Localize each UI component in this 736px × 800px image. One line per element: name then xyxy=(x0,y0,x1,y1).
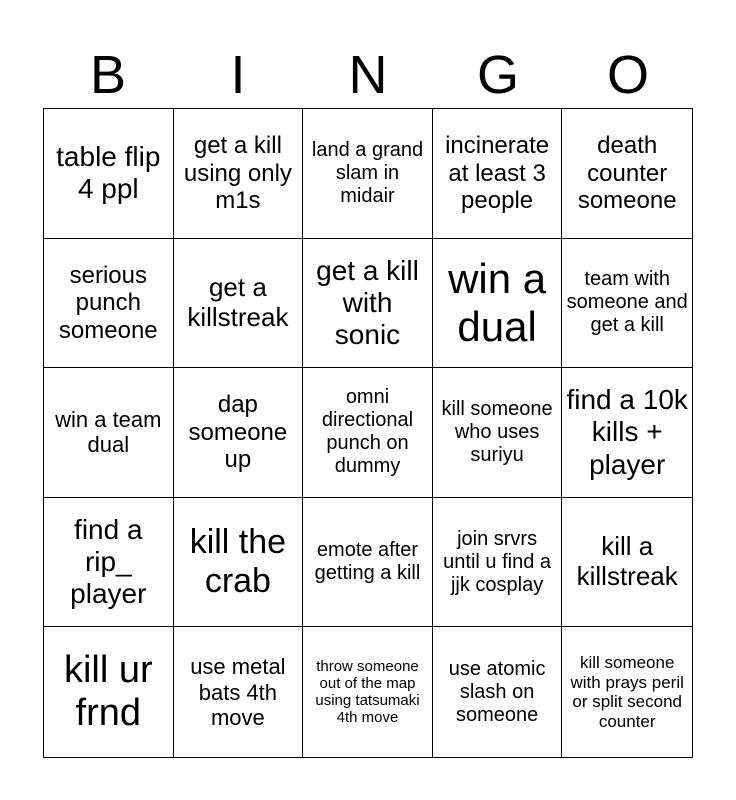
bingo-cell[interactable]: kill a killstreak xyxy=(562,498,692,628)
bingo-cell[interactable]: table flip 4 ppl xyxy=(44,109,174,239)
bingo-cell[interactable]: kill someone who uses suriyu xyxy=(433,368,563,498)
bingo-cell[interactable]: death counter someone xyxy=(562,109,692,239)
bingo-cell[interactable]: omni directional punch on dummy xyxy=(303,368,433,498)
bingo-cell[interactable]: get a killstreak xyxy=(174,239,304,369)
header-letter-b: B xyxy=(89,45,127,105)
bingo-cell[interactable]: kill ur frnd xyxy=(44,627,174,757)
bingo-cell[interactable]: join srvrs until u find a jjk cosplay xyxy=(433,498,563,628)
bingo-cell[interactable]: throw someone out of the map using tatsumaki 4th move xyxy=(303,627,433,757)
bingo-board xyxy=(43,108,693,758)
bingo-header xyxy=(43,40,693,110)
bingo-cell[interactable]: incinerate at least 3 people xyxy=(433,109,563,239)
header-letter-g: G xyxy=(476,45,519,105)
bingo-cell[interactable]: use metal bats 4th move xyxy=(174,627,304,757)
bingo-cell[interactable]: use atomic slash on someone xyxy=(433,627,563,757)
bingo-cell[interactable]: find a 10k kills + player xyxy=(562,368,692,498)
bingo-cell[interactable]: win a dual xyxy=(433,239,563,369)
bingo-cell[interactable]: kill someone with prays peril or split second counter xyxy=(570,653,684,731)
header-letter-i: I xyxy=(230,45,246,105)
bingo-cell[interactable]: get a kill using only m1s xyxy=(174,109,304,239)
bingo-cell[interactable]: find a rip_ player xyxy=(44,498,174,628)
bingo-cell[interactable]: team with someone and get a kill xyxy=(562,239,692,369)
bingo-cell[interactable]: dap someone up xyxy=(174,368,304,498)
bingo-cell[interactable]: serious punch someone xyxy=(44,239,174,369)
bingo-cell[interactable]: get a kill with sonic xyxy=(303,239,433,369)
bingo-cell[interactable]: kill the crab xyxy=(174,498,304,628)
header-letter-n: N xyxy=(348,45,388,105)
bingo-cell[interactable]: land a grand slam in midair xyxy=(303,109,433,239)
header-letter-o: O xyxy=(606,45,649,105)
bingo-cell[interactable]: win a team dual xyxy=(44,368,174,498)
bingo-cell[interactable]: emote after getting a kill xyxy=(303,498,433,628)
